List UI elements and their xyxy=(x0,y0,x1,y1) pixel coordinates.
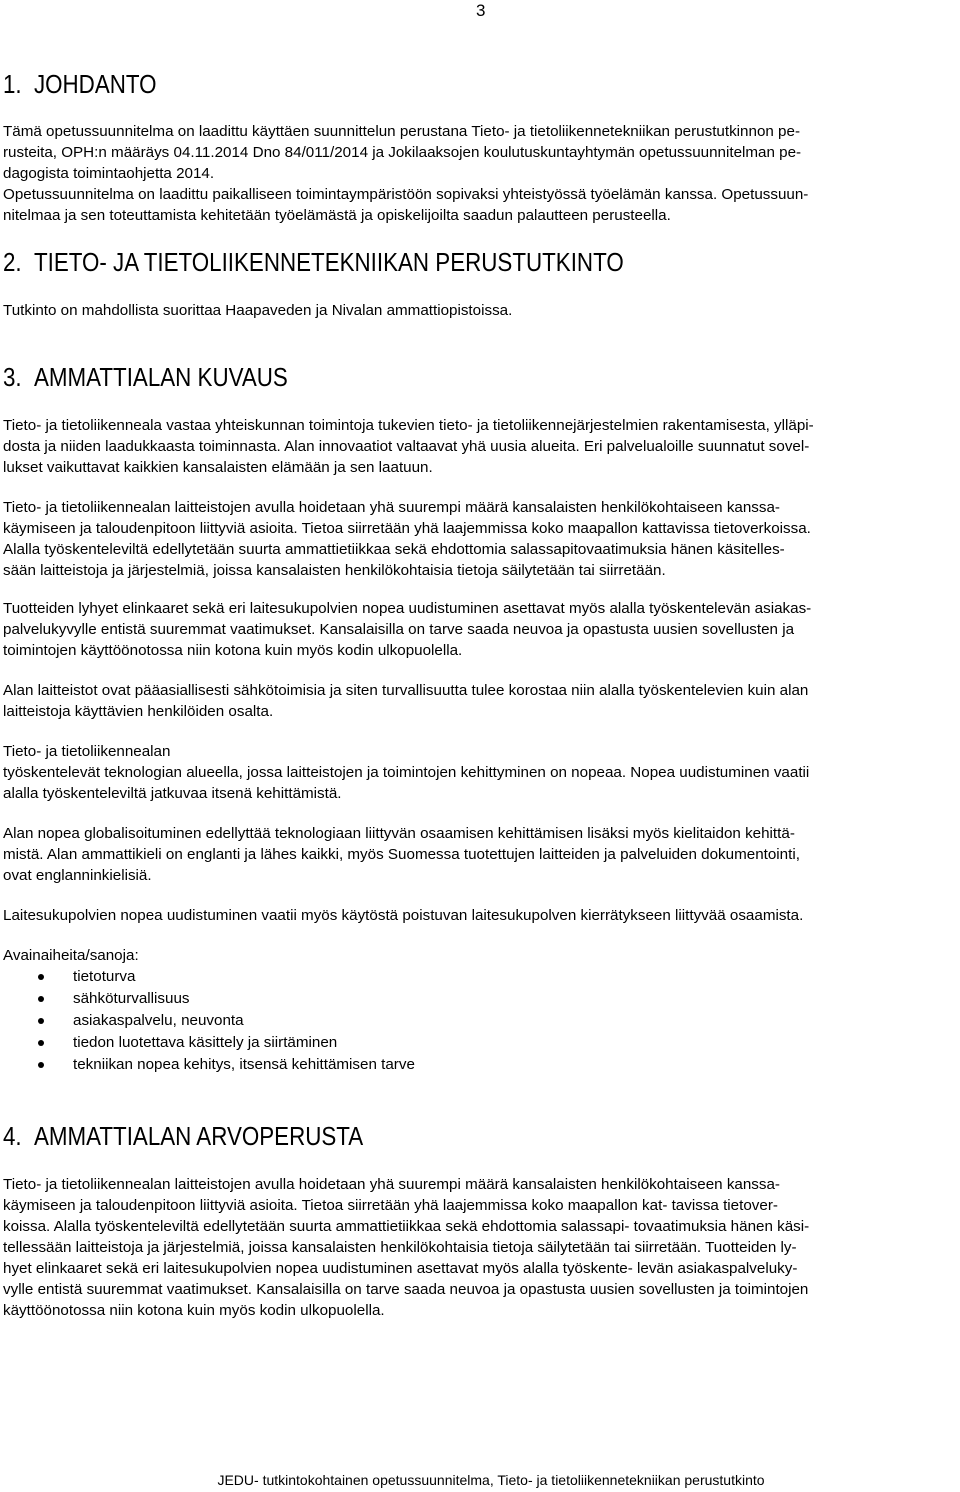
text-line: Alan nopea globalisoituminen edellyttää teknologiaan liittyvän osaamisen kehittämisen lisäksi myös kielitaidon kehittä- xyxy=(3,825,795,842)
text-line: Tämä opetussuunnitelma on laadittu käyttäen suunnittelun perustana Tieto- ja tietoliikennetekniikan perustutkinnon pe- xyxy=(3,123,801,140)
paragraph xyxy=(3,741,949,804)
list-item-text: tietoturva xyxy=(73,968,136,985)
section-number: 2. xyxy=(3,247,22,277)
list-item xyxy=(0,1054,415,1076)
text-line: Avainaiheita/sanoja: xyxy=(3,947,139,964)
bullet-icon xyxy=(38,1040,44,1046)
text-line: ovat englanninkielisiä. xyxy=(3,867,152,884)
text-line: sään laitteistoja ja järjestelmiä, joissa kansalaisten henkilökohtaisia tietoja säilytetään tai siirretään. xyxy=(3,562,666,579)
text-line: Tutkinto on mahdollista suorittaa Haapaveden ja Nivalan ammattiopistoissa. xyxy=(3,302,513,319)
text-line: Tieto- ja tietoliikennealan laitteistojen avulla hoidetaan yhä suurempi määrä kansalaisten henkilökohtaiseen kanssa- xyxy=(3,1176,780,1193)
paragraph xyxy=(3,945,949,966)
bullet-icon xyxy=(38,1062,44,1068)
text-line: Tieto- ja tietoliikennealan xyxy=(3,743,171,760)
section-number: 1. xyxy=(3,69,22,99)
bullet-icon xyxy=(38,996,44,1002)
text-line: työskentelevät teknologian alueella, jossa laitteistojen ja toimintojen kehittyminen on nopeaa. Nopea uudistuminen vaatii xyxy=(3,764,810,781)
text-line: mistä. Alan ammattikieli on englanti ja lähes kaikki, myös Suomessa tuotettujen laitteiden ja palveluiden dokumentointi, xyxy=(3,846,800,863)
section-heading-3 xyxy=(3,361,288,393)
paragraph xyxy=(3,1174,949,1321)
text-line: dagogista toimintaohjetta 2014. xyxy=(3,165,215,182)
section-title: AMMATTIALAN ARVOPERUSTA xyxy=(33,1121,364,1151)
text-line: lukset vaikuttavat kaikkien kansalaisten elämään ja sen laatuun. xyxy=(3,459,433,476)
text-line: Alalla työskenteleviltä edellytetään suurta ammattietiikkaa sekä ehdottomia salassapitovaatimuksia hänen käsitelles- xyxy=(3,541,785,558)
paragraph xyxy=(3,598,949,661)
page-number: 3 xyxy=(476,1,486,20)
paragraph xyxy=(3,497,949,581)
text-line: hyet elinkaaret sekä eri laitesukupolvien nopea uudistuminen asettavat myös alalla työskente- levän asiakaspalveluky- xyxy=(3,1260,798,1277)
text-line: dosta ja niiden laadukkaasta toiminnasta. Alan innovaatiot valtaavat yhä uusia alueita. Eri palvelualoille suunnatut sovel- xyxy=(3,438,810,455)
paragraph xyxy=(3,121,949,226)
text-line: vylle entistä suuremmat vaatimukset. Kansalaisilla on tarve saada neuvoa ja opastusta uusien sovellusten ja toimintojen xyxy=(3,1281,809,1298)
text-line: tellessään laitteistoja ja järjestelmiä, joissa kansalaisten henkilökohtaisia tietoja säilytetään tai siirretään. Tuotteiden ly- xyxy=(3,1239,797,1256)
text-line: nitelmaa ja sen toteuttamista kehitetään työelämästä ja opiskelijoilta saadun palautteen perusteella. xyxy=(3,207,671,224)
text-line: Opetussuunnitelma on laadittu paikalliseen toimintaympäristöön sopivaksi yhteistyössä työelämän kanssa. Opetussuun- xyxy=(3,186,809,203)
text-line: alalla työskenteleviltä jatkuvaa itsenä kehittämistä. xyxy=(3,785,342,802)
section-title: AMMATTIALAN KUVAUS xyxy=(33,362,288,392)
text-line: toimintojen käyttöönotossa niin kotona kuin myös kodin ulkopuolella. xyxy=(3,642,463,659)
list-item xyxy=(0,1010,415,1032)
text-line: palvelukyvylle entistä suuremmat vaatimukset. Kansalaisilla on tarve saada neuvoa ja opastusta uusien sovellusten ja xyxy=(3,621,795,638)
text-line: rusteita, OPH:n määräys 04.11.2014 Dno 84/011/2014 ja Jokilaaksojen koulutuskuntayhtymän opetussuunnitelman pe- xyxy=(3,144,802,161)
paragraph xyxy=(3,300,949,321)
text-line: Laitesukupolvien nopea uudistuminen vaatii myös käytöstä poistuvan laitesukupolven kierrätykseen liittyvää osaamista. xyxy=(3,907,804,924)
section-number: 4. xyxy=(3,1121,22,1151)
list-item-text: tiedon luotettava käsittely ja siirtäminen xyxy=(73,1034,338,1051)
text-line: laitteistoja käyttävien henkilöiden osalta. xyxy=(3,703,274,720)
text-line: Tieto- ja tietoliikenneala vastaa yhteiskunnan toimintoja tukevien tieto- ja tietoliikennejärjestelmien rakentamisesta, ylläpi- xyxy=(3,417,814,434)
section-title: JOHDANTO xyxy=(33,69,157,99)
text-line: käymiseen ja taloudenpitoon liittyviä asioita. Tietoa siirretään yhä laajemmissa koko maapallon kattavissa tietoverkoissa. xyxy=(3,520,811,537)
bullet-icon xyxy=(38,1018,44,1024)
text-line: käymiseen ja taloudenpitoon liittyviä asioita. Tietoa siirretään yhä laajemmissa koko maapallon kat- tavissa tietover- xyxy=(3,1197,778,1214)
section-heading-2 xyxy=(3,246,624,278)
list-item-text: tekniikan nopea kehitys, itsensä kehittämisen tarve xyxy=(73,1056,415,1073)
section-title: TIETO- JA TIETOLIIKENNETEKNIIKAN PERUSTUTKINTO xyxy=(33,247,624,277)
section-number: 3. xyxy=(3,362,22,392)
text-line: Alan laitteistot ovat pääasiallisesti sähkötoimisia ja siten turvallisuutta tulee korostaa niin alalla työskentelevien kuin alan xyxy=(3,682,809,699)
paragraph xyxy=(3,680,949,722)
list-item xyxy=(0,988,415,1010)
list-item-text: asiakaspalvelu, neuvonta xyxy=(73,1012,244,1029)
text-line: koissa. Alalla työskenteleviltä edellytetään suurta ammattietiikkaa sekä ehdottomia salassapi- tovaatimuksia hänen käsi- xyxy=(3,1218,810,1235)
paragraph xyxy=(3,415,949,478)
text-line: käyttöönotossa niin kotona kuin myös kodin ulkopuolella. xyxy=(3,1302,385,1319)
text-line: Tieto- ja tietoliikennealan laitteistojen avulla hoidetaan yhä suurempi määrä kansalaisten henkilökohtaiseen kanssa- xyxy=(3,499,780,516)
list-item xyxy=(0,966,415,988)
list-item xyxy=(0,1032,415,1054)
bullet-icon xyxy=(38,974,44,980)
keyword-list xyxy=(0,966,415,1076)
text-line: Tuotteiden lyhyet elinkaaret sekä eri laitesukupolvien nopea uudistuminen asettavat myös alalla työskentelevän asiakas- xyxy=(3,600,812,617)
list-item-text: sähköturvallisuus xyxy=(73,990,190,1007)
section-heading-1 xyxy=(3,68,157,100)
page-footer: JEDU- tutkintokohtainen opetussuunnitelma, Tieto- ja tietoliikennetekniikan perustutkinto xyxy=(217,1472,765,1488)
paragraph xyxy=(3,823,949,886)
paragraph xyxy=(3,905,949,926)
section-heading-4 xyxy=(3,1120,363,1152)
